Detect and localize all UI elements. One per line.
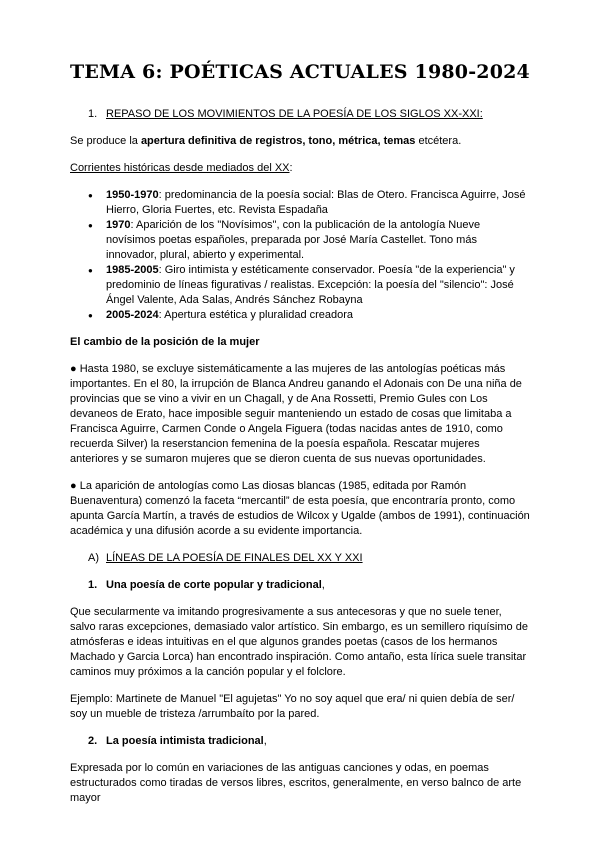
timeline-item-1985-2005 (70, 263, 530, 308)
section-a-letter: A) (88, 552, 99, 564)
intro-text-post: etcétera. (415, 135, 462, 147)
timeline-desc: : Giro intimista y estéticamente conservador. Poesía "de la experiencia" y predominio de líneas figurativas / realistas. Excepción: la poesía del "silencio": José Ángel Valente, Ada Salas, Andrés Sánchez Robayna (106, 264, 515, 306)
timeline-item-body (106, 188, 530, 218)
section-1-number: 1. (88, 108, 98, 120)
timeline-item-1950-1970 (70, 188, 530, 218)
intro-paragraph (70, 134, 530, 149)
bullet-icon: ● (88, 221, 93, 230)
mujer-section-heading: El cambio de la posición de la mujer (70, 336, 260, 348)
timeline-item-1970 (70, 218, 530, 263)
intro-text-bold: apertura definitiva de registros, tono, métrica, temas (140, 135, 416, 147)
timeline-desc: : predominancia de la poesía social: Blas de Otero. Francisca Aguirre, José Hierro, Gloria Fuertes, etc. Revista Espadaña (106, 189, 526, 216)
bullet-icon: ● (88, 311, 93, 320)
timeline-label: 1970 (106, 219, 131, 231)
section-1-heading (70, 107, 530, 122)
linea-2-title: La poesía intimista tradicional (106, 735, 264, 747)
timeline-item-body (106, 218, 530, 263)
timeline-desc: : Apertura estética y pluralidad creadora (158, 309, 354, 321)
section-a-title: LÍNEAS DE LA POESÍA DE FINALES DEL XX Y XXI (106, 552, 363, 564)
timeline-desc: : Aparición de los "Novísimos", con la publicación de la antología Nueve novísimos poetas españoles, preparada por José María Castellet. Tono más innovador, plural, abierto y experimental. (106, 219, 481, 261)
linea-2-number: 2. (88, 735, 98, 747)
timeline-label: 2005-2024 (106, 309, 159, 321)
mujer-paragraph-2: ● La aparición de antologías como Las diosas blancas (1985, editada por Ramón Buenaventura) comenzó la faceta “mercantil” de esta poesía, que encontraría pronto, como apunta García Martín, a través de estudios de Wilcox y Ugalde (ambos de 1991), continuación académica y una difusión acorde a su evidente importancia. (70, 480, 530, 537)
timeline-label: 1950-1970 (106, 189, 159, 201)
corrientes-heading (70, 161, 530, 176)
linea-1-paragraph: Que secularmente va imitando progresivamente a sus antecesoras y que no suele tener, salvo raras excepciones, demasiado valor artístico. Sin embargo, es un semillero riquísimo de atmósferas e ideas intuitivas en el que algunos grandes poetas (casos de los hermanos Machado y Garcia Lorca) han encontrado inspiración. Como antaño, esta lírica suele transitar caminos muy próximos a la canción popular y el folclore. (70, 606, 528, 678)
linea-2-paragraph: Expresada por lo común en variaciones de las antiguas canciones y odas, en poemas estructurados como tiradas de versos libres, escritos, generalmente, en verso balnco de arte mayor (70, 762, 522, 804)
bullet-icon: ● (88, 191, 93, 200)
timeline-item-body (106, 308, 530, 323)
linea-2-suffix: , (263, 735, 267, 747)
linea-1-number: 1. (88, 579, 98, 591)
ejemplo-paragraph: Ejemplo: Martinete de Manuel "El agujetas" Yo no soy aquel que era/ ni quien debía de ser/ soy un mueble de tristeza /arrumbaíto por la pared. (70, 693, 515, 720)
linea-1-title: Una poesía de corte popular y tradicional (106, 579, 322, 591)
corrientes-heading-suffix: : (289, 162, 293, 174)
timeline-item-2005-2024 (70, 308, 530, 323)
mujer-paragraph-1: ● Hasta 1980, se excluye sistemáticamente a las mujeres de las antologías poéticas más importantes. En el 80, la irrupción de Blanca Andreu ganando el Adonais con De una niña de provincias que se vino a vivir en un Chagall, y de Ana Rossetti, Premio Gules con Los devaneos de Erato, hace imposible seguir manteniendo un estado de cosas que limitaba a Francisca Aguirre, Carmen Conde o Angela Figuera (todas nacidas antes de 1910, como recuerda Silver) la reserstancion femenina de la poesía española. Rescatar mujeres anteriores y se sumaron mujeres que se dieron cuenta de sus nuevas oportunidades. (70, 363, 522, 465)
timeline-label: 1985-2005 (106, 264, 159, 276)
timeline-list (70, 188, 530, 323)
intro-text-pre: Se produce la (70, 135, 141, 147)
linea-1-heading (70, 578, 530, 593)
linea-2-heading (70, 734, 530, 749)
timeline-item-body (106, 263, 530, 308)
section-1-title: REPASO DE LOS MOVIMIENTOS DE LA POESÍA DE LOS SIGLOS XX-XXI: (106, 108, 483, 120)
section-a-heading (70, 551, 530, 566)
corrientes-heading-text: Corrientes históricas desde mediados del XX (70, 162, 290, 174)
linea-1-suffix: , (321, 579, 325, 591)
document-title: TEMA 6: POÉTICAS ACTUALES 1980-2024 (70, 61, 530, 83)
bullet-icon: ● (88, 266, 93, 275)
